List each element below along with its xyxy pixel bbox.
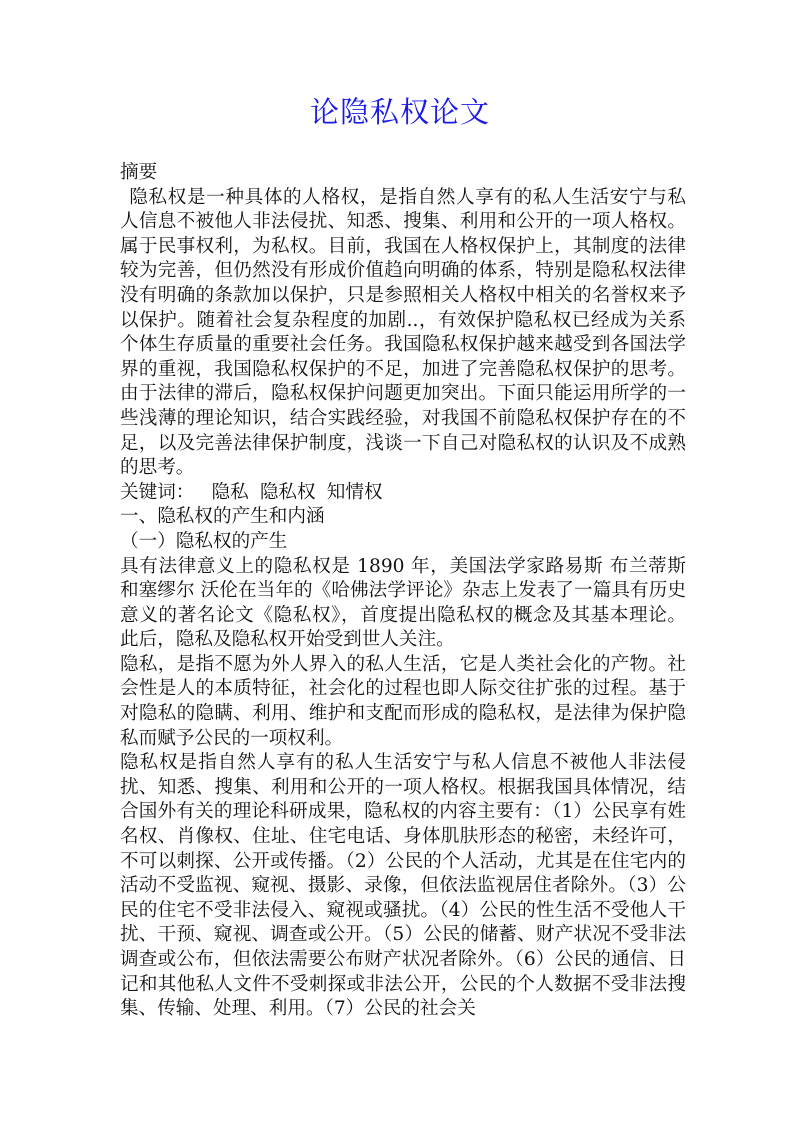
keywords-line: [120, 481, 686, 506]
keywords-label: 关键词：: [120, 481, 195, 503]
paragraph: 隐私，是指不愿为外人界入的私人生活，它是人类社会化的产物。社会性是人的本质特征，社会化的过程也即人际交往扩张的过程。基于对隐私的隐瞒、利用、维护和支配而形成的隐私权，是法律为保护隐私而赋予公民的一项权利。: [120, 653, 686, 749]
section-heading: 一、隐私权的产生和内涵: [120, 506, 325, 528]
keyword: 隐私权: [259, 481, 316, 503]
paragraph: 具有法律意义上的隐私权是 1890 年，美国法学家路易斯 布兰蒂斯和塞缪尔 沃伦在当年的《哈佛法学评论》杂志上发表了一篇具有历史意义的著名论文《隐私权》，首度提出隐私权的概念及其基本理论。此后，隐私及隐私权开始受到世人关注。: [120, 555, 686, 651]
document-title: 论隐私权论文: [309, 95, 490, 129]
subsection-heading: （一）隐私权的产生: [120, 530, 288, 552]
paragraph: 隐私权是指自然人享有的私人生活安宁与私人信息不被他人非法侵扰、知悉、搜集、利用和公开的一项人格权。根据我国具体情况，结合国外有关的理论科研成果，隐私权的内容主要有：（1）公民享有姓名权、肖像权、住址、住宅电话、身体肌肤形态的秘密，未经许可，不可以刺探、公开或传播。（2）公民的个人活动，尤其是在住宅内的活动不受监视、窥视、摄影、录像，但依法监视居住者除外。（3）公民的住宅不受非法侵入、窥视或骚扰。（4）公民的性生活不受他人干扰、干预、窥视、调查或公开。（5）公民的储蓄、财产状况不受非法调查或公布，但依法需要公布财产状况者除外。（6）公民的通信、日记和其他私人文件不受刺探或非法公开，公民的个人数据不受非法搜集、传输、处理、利用。（7）公民的社会关: [120, 752, 686, 1020]
abstract-heading: 摘要: [120, 162, 158, 183]
keyword: 隐私: [211, 481, 249, 503]
document-body: [120, 161, 686, 1022]
keyword: 知情权: [326, 481, 383, 503]
abstract-text: 隐私权是一种具体的人格权，是指自然人享有的私人生活安宁与私人信息不被他人非法侵扰、知悉、搜集、利用和公开的一项人格权。属于民事权利，为私权。目前，我国在人格权保护上，其制度的法律较为完善，但仍然没有形成价值趋向明确的体系，特别是隐私权法律没有明确的条款加以保护，只是参照相关人格权中相关的名誉权来予以保护。随着社会复杂程度的加剧..，有效保护隐私权已经成为关系个体生存质量的重要社会任务。我国隐私权保护越来越受到各国法学界的重视，我国隐私权保护的不足，加进了完善隐私权保护的思考。由于法律的滞后，隐私权保护问题更加突出。下面只能运用所学的一些浅薄的理论知识，结合实践经验，对我国不前隐私权保护存在的不足，以及完善法律保护制度，浅谈一下自己对隐私权的认识及不成熟的思考。: [120, 186, 686, 479]
